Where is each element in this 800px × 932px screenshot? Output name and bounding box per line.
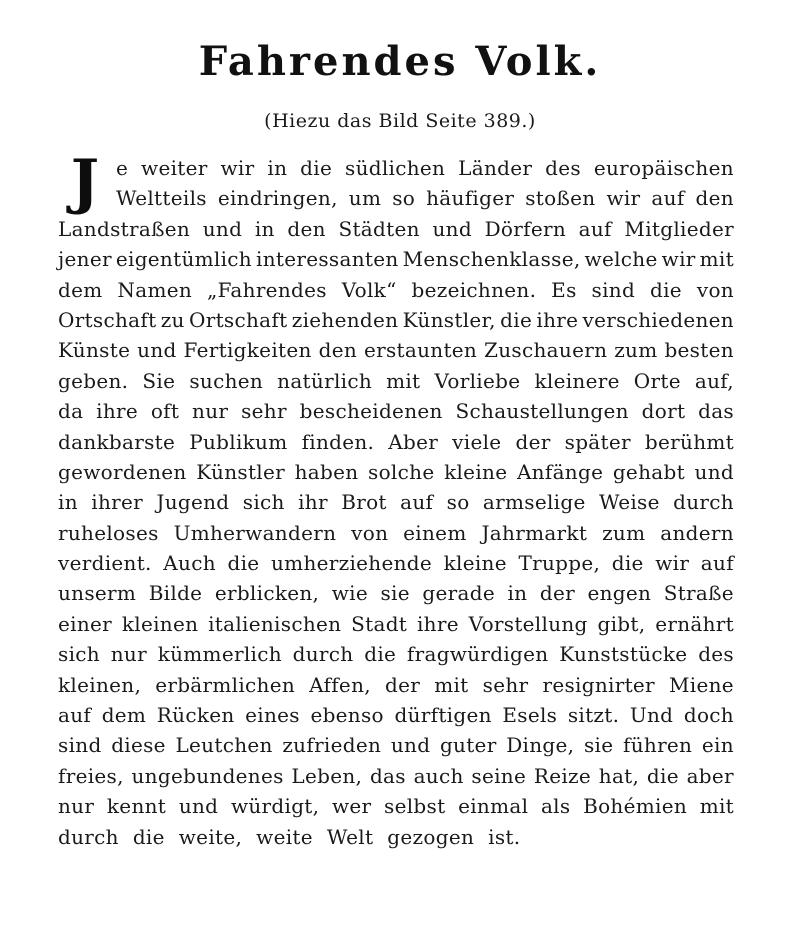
text-line: jener eigentümlich interessanten Menschenklasse, welche wir mit [58, 247, 734, 272]
page-subtitle: (Hiezu das Bild Seite 389.) [264, 110, 536, 132]
text-line: gewordenen Künstler haben solche kleine Anfänge gehabt und [58, 459, 734, 484]
text-line: Ortschaft zu Ortschaft ziehenden Künstler, die ihre verschiedenen [58, 307, 734, 332]
text-line: Künste und Fertigkeiten den erstaunten Zuschauern zum besten [58, 338, 734, 363]
text-line: Landstraßen und in den Städten und Dörfern auf Mitglieder [58, 216, 734, 241]
drop-capital: J [70, 147, 100, 217]
text-line: dem Namen „Fahrendes Volk“ bezeichnen. Es sind die von [58, 277, 734, 302]
text-line: e weiter wir in die südlichen Länder des europäischen [116, 156, 734, 180]
page-title: Fahrendes Volk. [198, 38, 602, 85]
text-line: in ihrer Jugend sich ihr Brot auf so armselige Weise durch [58, 490, 734, 515]
text-line: sich nur kümmerlich durch die fragwürdigen Kunststücke des [58, 642, 734, 667]
text-line: Weltteils eindringen, um so häufiger stoßen wir auf den [116, 186, 734, 211]
text-line: durch die weite, weite Welt gezogen ist. [58, 824, 521, 849]
text-line: geben. Sie suchen natürlich mit Vorliebe kleinere Orte auf, [58, 368, 734, 393]
text-line: kleinen, erbärmlichen Affen, der mit sehr resignirter Miene [58, 672, 734, 697]
text-line: ruheloses Umherwandern von einem Jahrmarkt zum andern [58, 520, 734, 545]
text-line: unserm Bilde erblicken, wie sie gerade in der engen Straße [58, 581, 734, 606]
body-paragraph [58, 147, 734, 852]
text-line: freies, ungebundenes Leben, das auch seine Reize hat, die aber [58, 763, 734, 788]
text-line: dankbarste Publikum finden. Aber viele der später berühmt [58, 429, 734, 454]
text-line: verdient. Auch die umherziehende kleine Truppe, die wir auf [58, 551, 734, 576]
text-line: einer kleinen italienischen Stadt ihre Vorstellung gibt, ernährt [58, 611, 734, 636]
text-line: sind diese Leutchen zufrieden und guter Dinge, sie führen ein [58, 733, 734, 758]
text-line: nur kennt und würdigt, wer selbst einmal als Bohémien mit [58, 794, 734, 819]
text-line: auf dem Rücken eines ebenso dürftigen Esels sitzt. Und doch [58, 703, 734, 728]
text-line: da ihre oft nur sehr bescheidenen Schaustellungen dort das [58, 399, 734, 424]
